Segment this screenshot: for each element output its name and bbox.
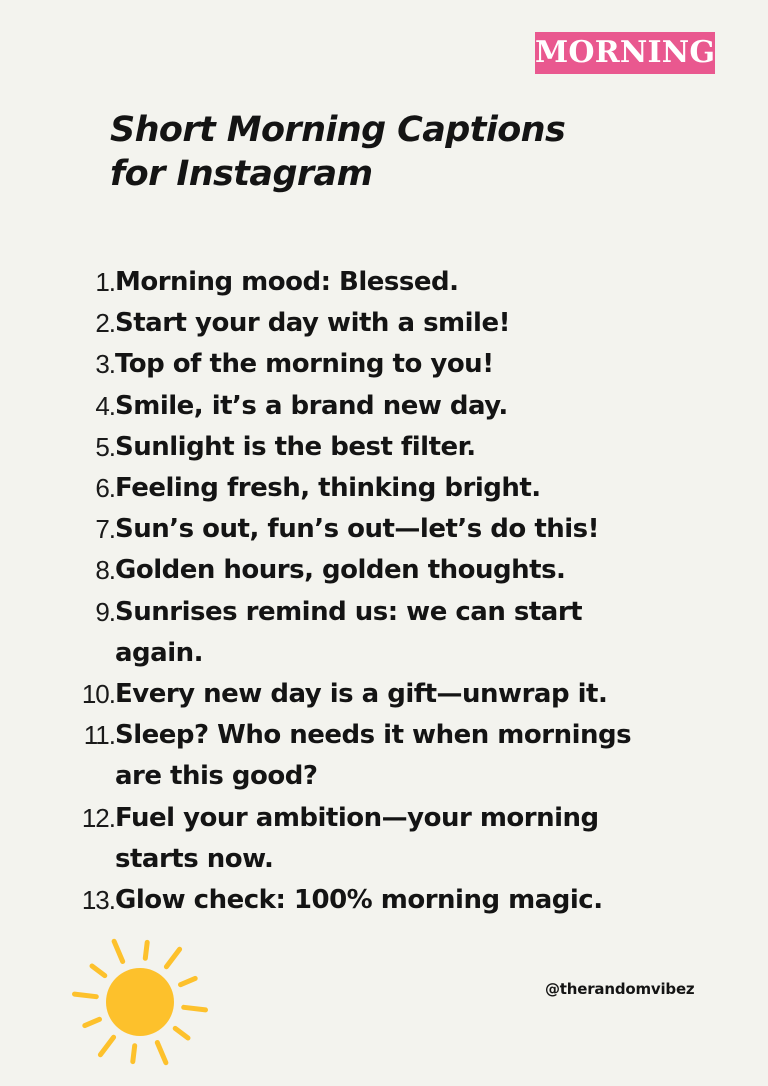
caption-item [60, 468, 720, 509]
caption-number: 7. [95, 514, 115, 545]
caption-line: Fuel your ambition—your morning [115, 802, 599, 833]
caption-item [60, 550, 720, 591]
caption-text [115, 592, 720, 674]
caption-item [60, 386, 720, 427]
sun-ray [100, 1037, 113, 1055]
sun-ray [175, 1028, 188, 1038]
caption-text [115, 674, 720, 715]
caption-line: Sunlight is the best filter. [115, 431, 476, 462]
caption-number: 2. [95, 308, 115, 339]
sun-ray [92, 966, 105, 976]
caption-text [115, 427, 720, 468]
caption-number: 9. [95, 596, 115, 627]
caption-line: Sunrises remind us: we can start [115, 596, 583, 627]
caption-line: Every new day is a gift—unwrap it. [115, 679, 608, 710]
caption-line: Glow check: 100% morning magic. [115, 885, 603, 916]
caption-line: Morning mood: Blessed. [115, 267, 459, 297]
caption-item [60, 303, 720, 344]
caption-line: are this good? [115, 761, 318, 792]
sun-ray [181, 978, 196, 984]
caption-text [115, 509, 720, 550]
sun-ray [145, 942, 147, 958]
caption-line: Golden hours, golden thoughts. [115, 555, 566, 586]
caption-text [115, 880, 720, 921]
caption-number: 11. [83, 720, 115, 751]
caption-text [115, 798, 720, 880]
caption-number: 4. [95, 390, 115, 421]
sun-icon [60, 922, 220, 1082]
caption-item [60, 798, 720, 880]
caption-number: 6. [95, 473, 115, 504]
caption-line: Smile, it’s a brand new day. [115, 390, 508, 421]
caption-list [60, 262, 720, 921]
caption-item [60, 427, 720, 468]
caption-line: Sun’s out, fun’s out—let’s do this! [115, 514, 600, 545]
caption-number: 13. [81, 885, 115, 916]
caption-text [115, 550, 720, 591]
sun-ray [85, 1019, 100, 1025]
caption-item [60, 715, 720, 797]
caption-line: Sleep? Who needs it when mornings [115, 720, 632, 751]
sun-ray [157, 1043, 166, 1063]
sun-ray [184, 1007, 206, 1010]
caption-item [60, 592, 720, 674]
caption-text [115, 262, 720, 303]
caption-item [60, 880, 720, 921]
title-line: Short Morning Captions [110, 110, 566, 150]
caption-number: 12. [81, 802, 115, 833]
caption-text [115, 715, 720, 797]
caption-text [115, 344, 720, 385]
caption-item [60, 262, 720, 303]
caption-line: starts now. [115, 843, 274, 874]
sun-ray [75, 994, 97, 997]
caption-line: Feeling fresh, thinking bright. [115, 473, 541, 504]
morning-tag: MORNING [535, 32, 715, 74]
sun-ray [133, 1046, 135, 1062]
sun-ray [166, 949, 179, 967]
page-title [110, 108, 670, 196]
caption-number: 10. [81, 679, 115, 710]
title-line: for Instagram [110, 154, 373, 194]
caption-text [115, 468, 720, 509]
caption-line: Start your day with a smile! [115, 308, 510, 339]
caption-line: Top of the morning to you! [115, 349, 494, 380]
caption-line: again. [115, 637, 203, 668]
caption-item [60, 344, 720, 385]
author-handle: @therandomvibez [545, 980, 695, 998]
caption-number: 5. [95, 431, 115, 462]
caption-number: 1. [95, 267, 115, 297]
caption-item [60, 509, 720, 550]
caption-number: 3. [95, 349, 115, 380]
caption-text [115, 386, 720, 427]
caption-item [60, 674, 720, 715]
caption-number: 8. [95, 555, 115, 586]
sun-ray [114, 941, 123, 961]
caption-text [115, 303, 720, 344]
